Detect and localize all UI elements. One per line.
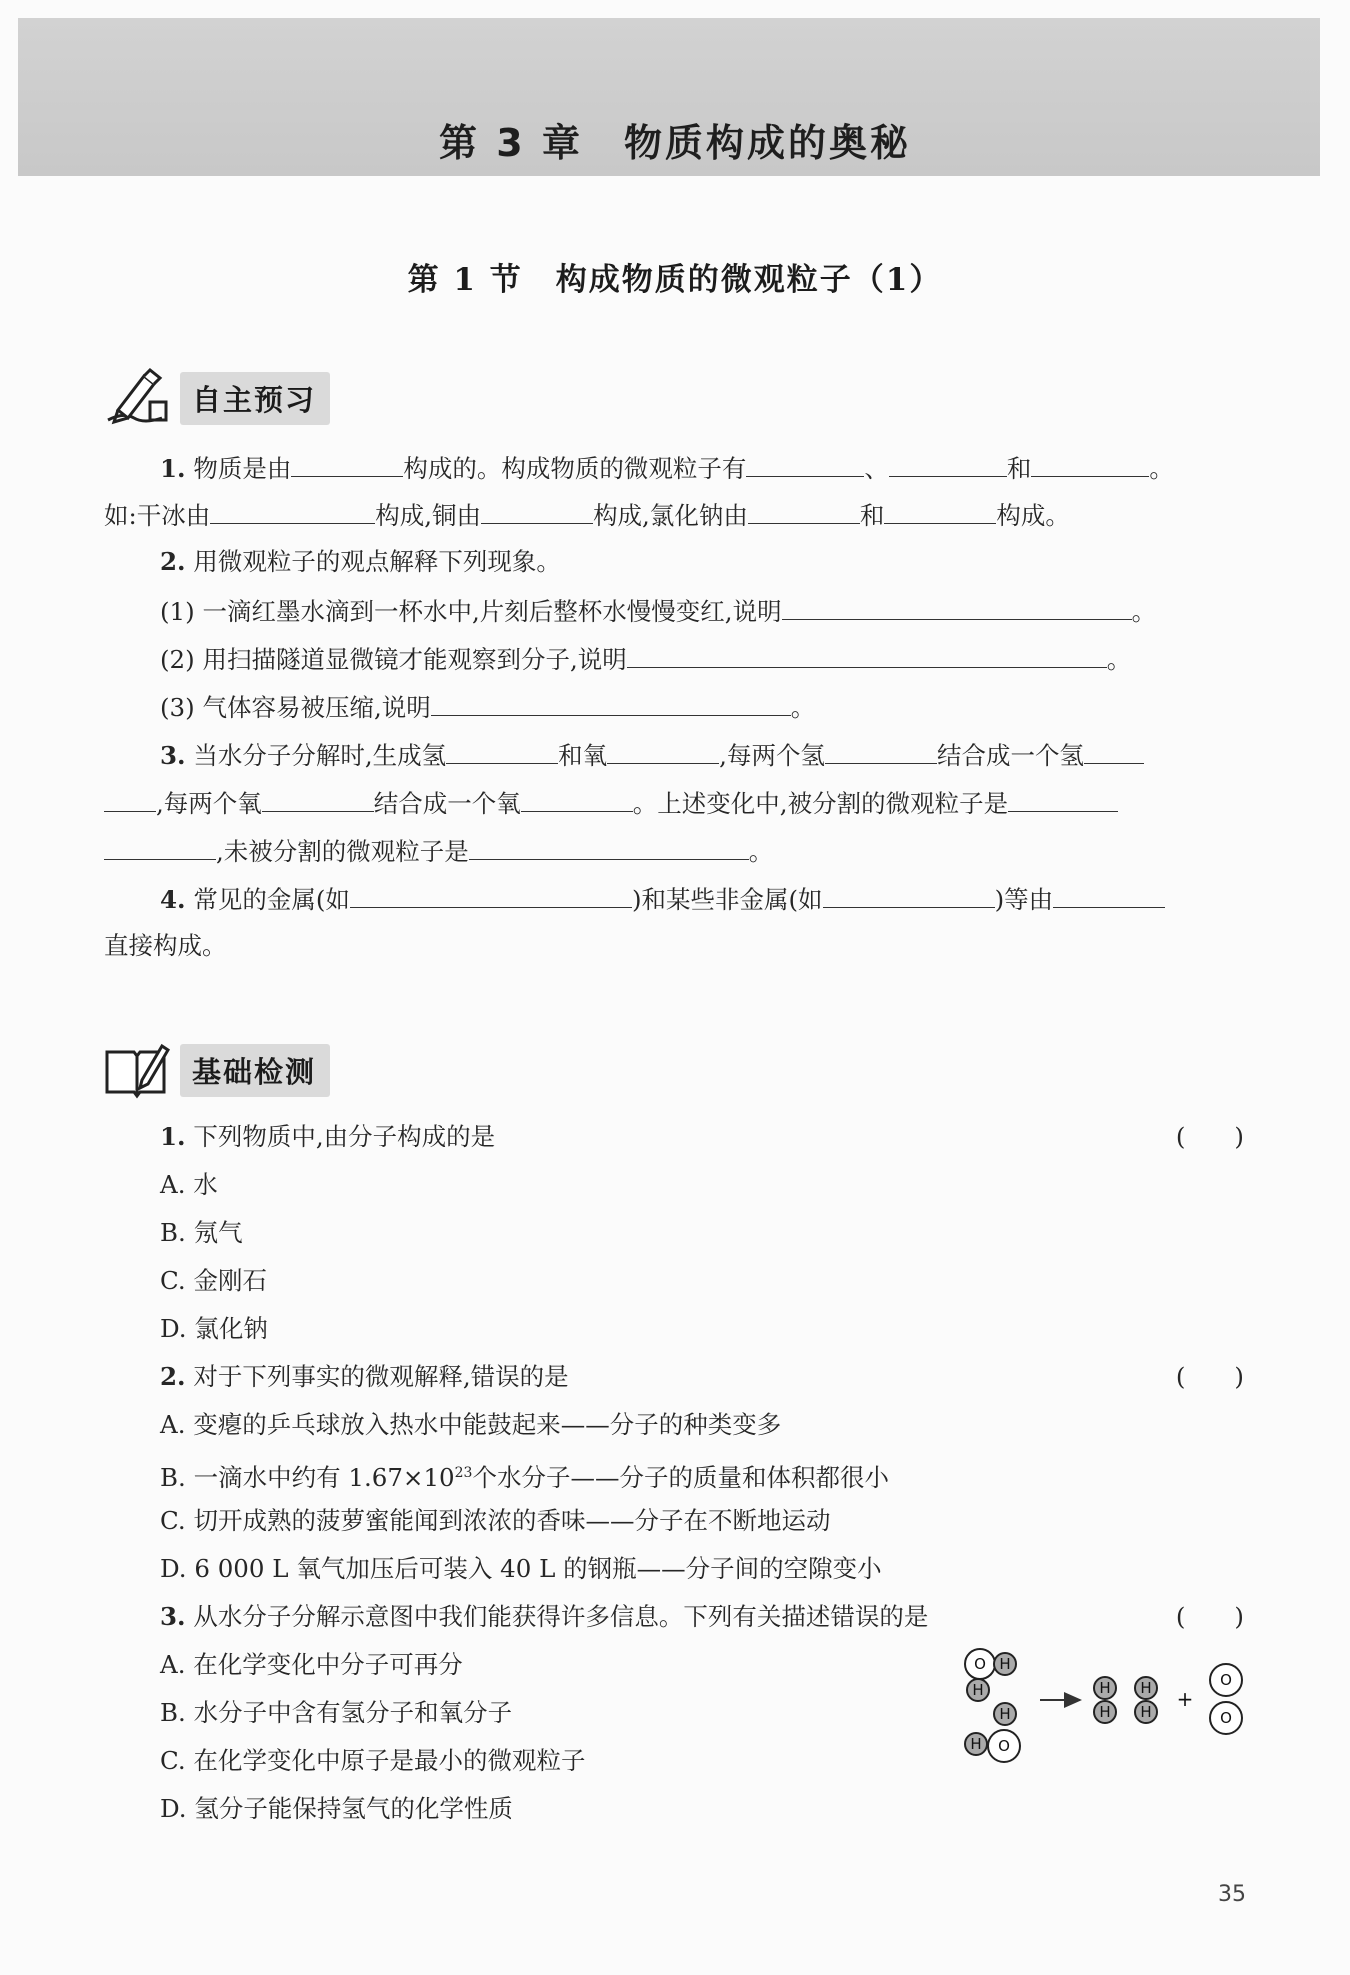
q1-option-a: A. 水 <box>160 1170 218 1199</box>
svg-text:O: O <box>1220 1671 1232 1689</box>
preview-line-3: 2. 用微观粒子的观点解释下列现象。 <box>160 547 561 576</box>
q3-option-a: A. 在化学变化中分子可再分 <box>160 1650 463 1679</box>
water-decomposition-diagram <box>950 1640 1260 1800</box>
svg-text:+: + <box>1176 1687 1194 1711</box>
basics-label: 基础检测 <box>180 1044 330 1097</box>
answer-parentheses: ( ) <box>1175 1122 1244 1151</box>
q2-option-a: A. 变瘪的乒乓球放入热水中能鼓起来——分子的种类变多 <box>160 1410 782 1439</box>
preview-line-2: 如:干冰由 构成,铜由 构成,氯化钠由 和 构成。 <box>104 497 1244 533</box>
answer-parentheses: ( ) <box>1175 1602 1244 1631</box>
question-2: 2. 对于下列事实的微观解释,错误的是 ( ) <box>160 1360 1244 1394</box>
question-3: 3. 从水分子分解示意图中我们能获得许多信息。下列有关描述错误的是 ( ) <box>160 1600 1244 1634</box>
svg-text:O: O <box>998 1737 1010 1755</box>
q1-option-d: D. 氯化钠 <box>160 1314 268 1343</box>
preview-line-6: (3) 气体容易被压缩,说明 。 <box>160 689 1244 725</box>
svg-text:H: H <box>1099 1679 1111 1697</box>
q1-option-b: B. 氖气 <box>160 1218 243 1247</box>
svg-text:H: H <box>1099 1703 1111 1721</box>
q3-option-b: B. 水分子中含有氢分子和氧分子 <box>160 1698 513 1727</box>
q3-option-c: C. 在化学变化中原子是最小的微观粒子 <box>160 1746 586 1775</box>
svg-text:H: H <box>1140 1679 1152 1697</box>
preview-line-8: ,每两个氧 结合成一个氧 。上述变化中,被分割的微观粒子是 <box>104 785 1244 821</box>
preview-heading <box>104 368 330 428</box>
q1-option-c: C. 金刚石 <box>160 1266 267 1295</box>
q2-option-d: D. 6 000 L 氧气加压后可装入 40 L 的钢瓶——分子间的空隙变小 <box>160 1554 882 1583</box>
preview-line-1: 1. 物质是由 构成的。构成物质的微观粒子有 、 和 。 <box>160 450 1244 486</box>
preview-line-11: 直接构成。 <box>104 931 227 960</box>
chapter-title: 第 3 章 物质构成的奥秘 <box>439 121 911 165</box>
svg-text:H: H <box>999 1655 1011 1673</box>
preview-line-4: (1) 一滴红墨水滴到一杯水中,片刻后整杯水慢慢变红,说明 。 <box>160 593 1244 629</box>
q3-option-d: D. 氢分子能保持氢气的化学性质 <box>160 1794 513 1823</box>
preview-line-5: (2) 用扫描隧道显微镜才能观察到分子,说明 。 <box>160 641 1244 677</box>
q2-option-c: C. 切开成熟的菠萝蜜能闻到浓浓的香味——分子在不断地运动 <box>160 1506 831 1535</box>
question-1: 1. 下列物质中,由分子构成的是 ( ) <box>160 1120 1244 1154</box>
section-title: 第 1 节 构成物质的微观粒子（1） <box>407 262 943 298</box>
preview-label: 自主预习 <box>180 372 330 425</box>
basics-heading <box>104 1040 330 1100</box>
answer-parentheses: ( ) <box>1175 1362 1244 1391</box>
svg-text:H: H <box>972 1681 984 1699</box>
q2-option-b: B. 一滴水中约有 $1.67\times 10^{23}$个水分子——分子的质量和体积都很小 <box>160 1463 889 1493</box>
preview-line-9: ,未被分割的微观粒子是 。 <box>104 833 1244 869</box>
preview-line-10: 4. 常见的金属(如 )和某些非金属(如 )等由 <box>160 881 1244 917</box>
open-book-pen-icon <box>104 1040 170 1100</box>
page-number: 35 <box>1218 1882 1246 1907</box>
svg-text:O: O <box>1220 1709 1232 1727</box>
svg-text:H: H <box>970 1735 982 1753</box>
pen-writing-icon <box>104 368 170 428</box>
svg-text:H: H <box>1140 1703 1152 1721</box>
svg-text:H: H <box>999 1705 1011 1723</box>
preview-line-7: 3. 当水分子分解时,生成氢 和氧 ,每两个氢 结合成一个氢 <box>160 737 1244 773</box>
svg-text:O: O <box>974 1655 986 1673</box>
